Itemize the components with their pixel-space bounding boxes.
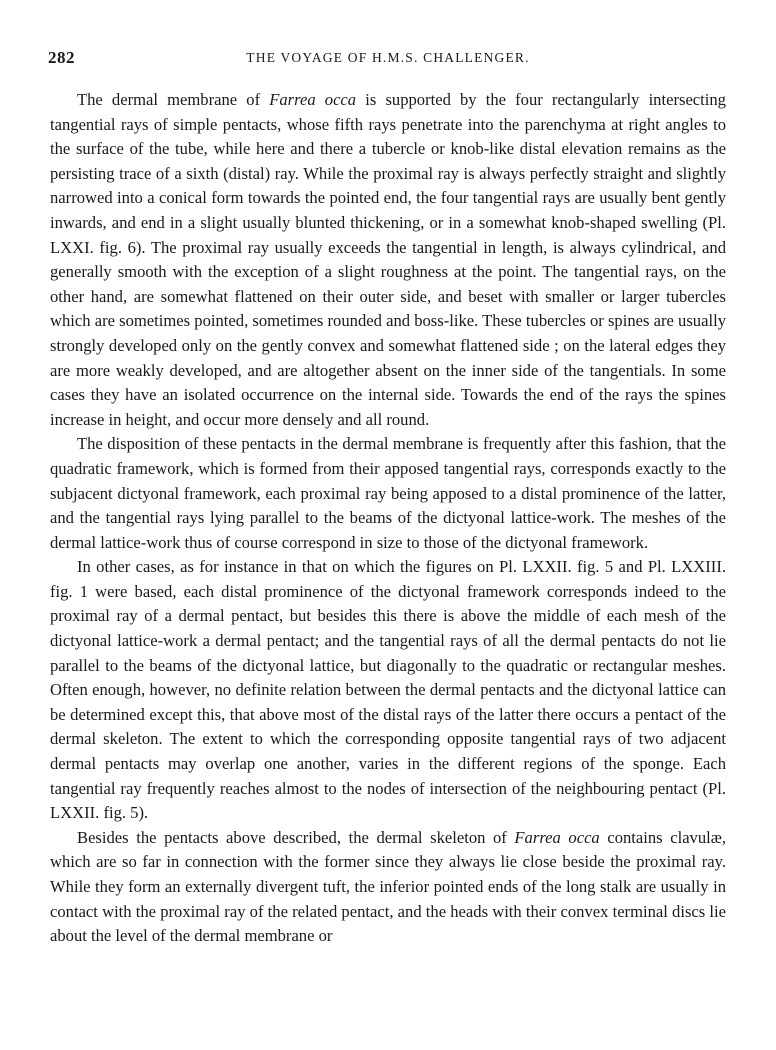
running-title: THE VOYAGE OF H.M.S. CHALLENGER. bbox=[246, 50, 530, 65]
page-header bbox=[48, 48, 728, 72]
page-number: 282 bbox=[48, 48, 75, 67]
paragraph-2: The disposition of these pentacts in the dermal membrane is frequently after this fashion, that the quadratic framework, which is formed from their apposed tangential rays, corresponds exactly to the subjacent dictyonal framework, each proximal ray being apposed to a distal prominence of the latter, and the tangential rays lying parallel to the beams of the dictyonal lattice-work. The meshes of the dermal lattice-work thus of course correspond in size to those of the dictyonal framework. bbox=[50, 434, 726, 552]
paragraph-1-rest: is supported by the four rectangularly intersecting tangential rays of simple pentacts, whose fifth rays penetrate into the parenchyma at right angles to the surface of the tube, while here and there a tubercle or knob-like distal elevation remains as the persisting trace of a sixth (distal) ray. While the proximal ray is always perfectly straight and slightly narrowed into a conical form towards the pointed end, the four tangential rays are usually bent gently inwards, and end in a slight usually blunted thickening, or in a somewhat knob-shaped swelling (Pl. LXXI. fig. 6). The proximal ray usually exceeds the tangential in length, is always cylindrical, and generally smooth with the exception of a slight roughness at the point. The tangential rays, on the other hand, are somewhat flattened on their outer side, and beset with smaller or larger tubercles which are sometimes pointed, sometimes rounded and boss-like. These tubercles or spines are usually strongly developed only on the gently convex and somewhat flattened side ; on the lateral edges they are more weakly developed, and are altogether absent on the inner side of the tangentials. In some cases they have an isolated occurrence on the internal side. Towards the end of the rays the spines increase in height, and occur more densely and all round. bbox=[50, 90, 726, 429]
paragraph-4-lead: Besides the pentacts above described, the dermal skeleton of bbox=[77, 827, 515, 847]
body-text bbox=[50, 88, 726, 949]
paragraph-3: In other cases, as for instance in that on which the figures on Pl. LXXII. fig. 5 and Pl. LXXIII. fig. 1 were based, each distal prominence of the dictyonal framework corresponds indeed to the proximal ray of a dermal pentact, but besides this there is above the middle of each mesh of the dictyonal lattice-work a dermal pentact; and the tangential rays of all the dermal pentacts do not lie parallel to the beams of the dictyonal lattice, but diagonally to the quadratic or rectangular meshes. Often enough, however, no definite relation between the dermal pentacts and the dictyonal lattice can be determined except this, that above most of the distal rays of the latter there occurs a pentact of the dermal skeleton. The extent to which the corresponding opposite tangential rays of two adjacent dermal pentacts may overlap one another, varies in the different regions of the sponge. Each tangential ray frequently reaches almost to the nodes of intersection of the neighbouring pentact (Pl. LXXII. fig. 5). bbox=[50, 557, 726, 823]
paragraph-4 bbox=[50, 826, 726, 949]
paragraph-1 bbox=[50, 88, 726, 432]
paragraph-4-rest: contains clavulæ, which are so far in connection with the former since they always lie close beside the proximal ray. While they form an externally divergent tuft, the inferior pointed ends of the long stalk are usually in contact with the proximal ray of the related pentact, and the heads with their convex terminal discs lie about the level of the dermal membrane or bbox=[50, 827, 726, 946]
species-name: Farrea occa bbox=[514, 827, 600, 847]
species-name: Farrea occa bbox=[269, 90, 357, 109]
paragraph-1-lead: The dermal membrane of bbox=[77, 90, 270, 109]
